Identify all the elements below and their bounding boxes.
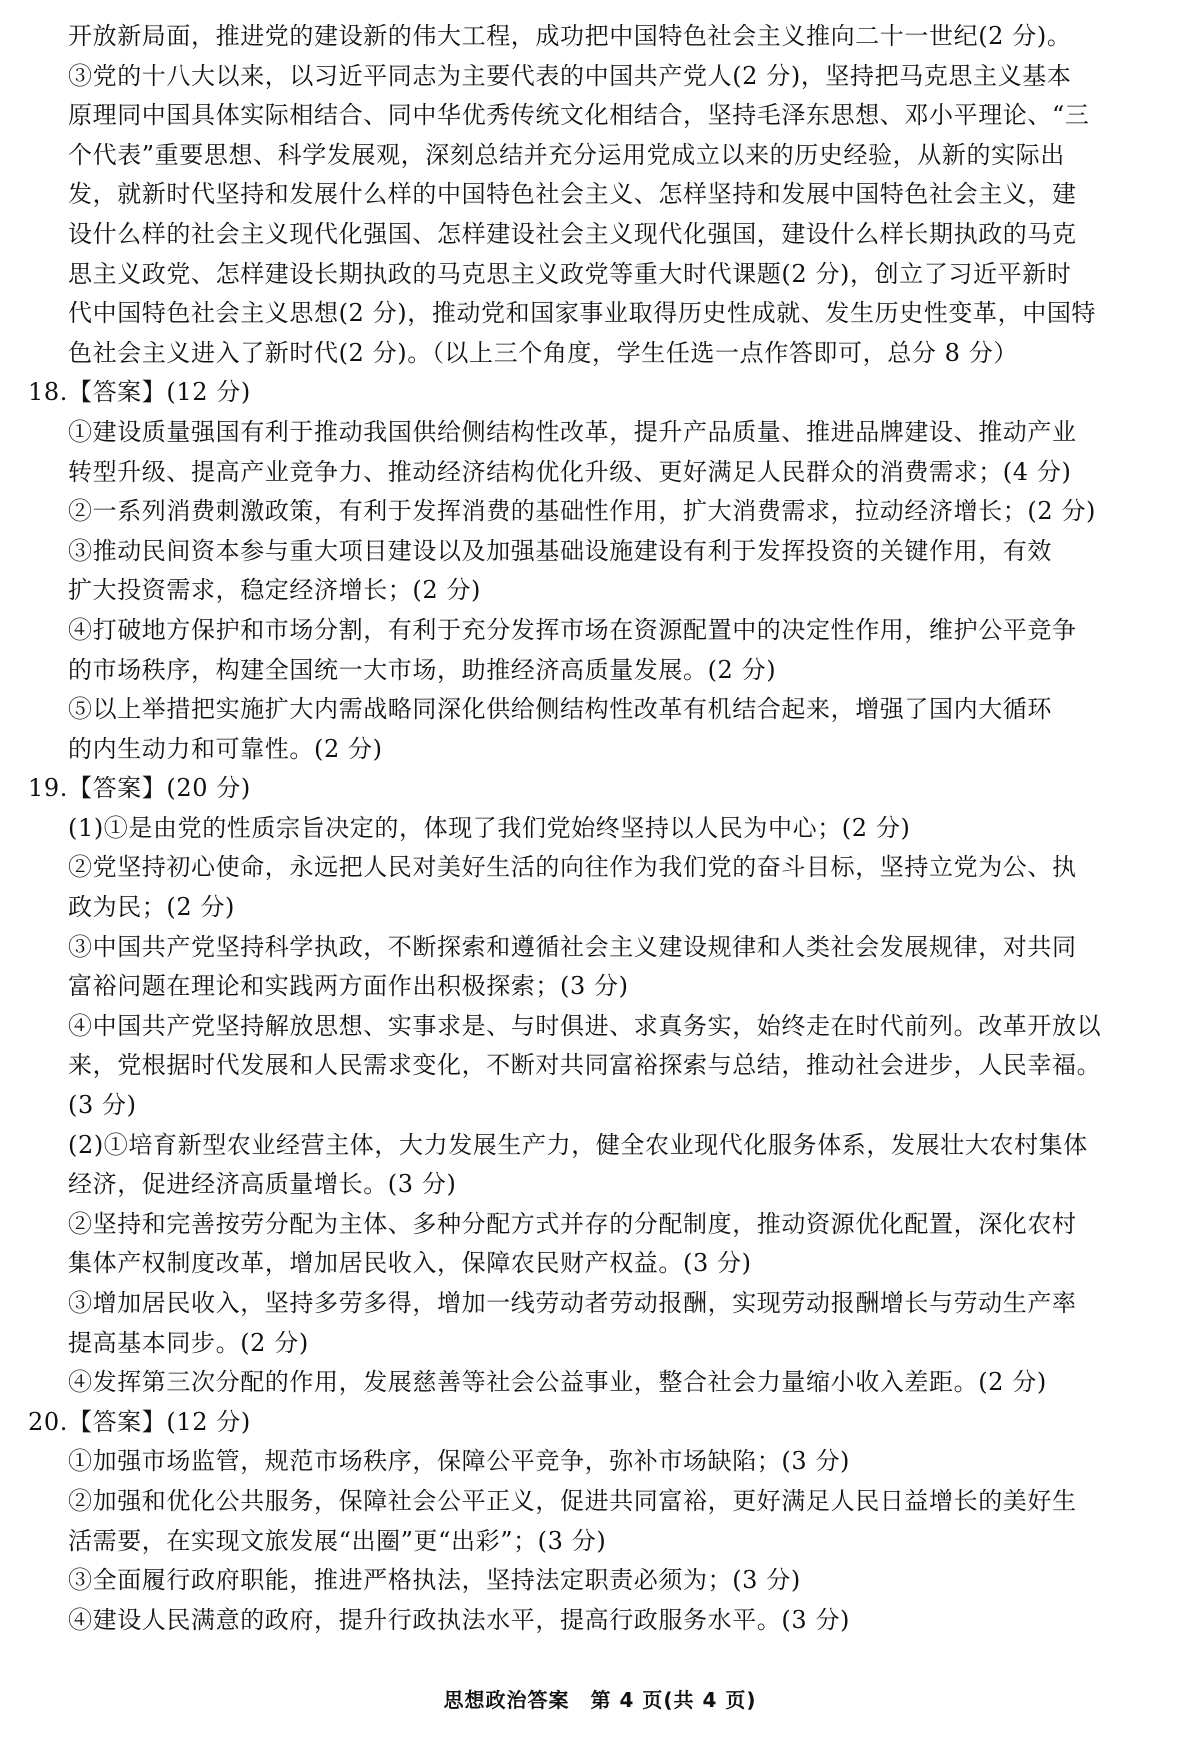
- answer-line: ④打破地方保护和市场分割，有利于充分发挥市场在资源配置中的决定性作用，维护公平竞争: [68, 615, 1077, 644]
- answer-line: ④建设人民满意的政府，提升行政执法水平，提高行政服务水平。(3 分): [68, 1605, 851, 1634]
- question-heading: 18.【答案】(12 分): [28, 378, 251, 407]
- answer-text-block: [28, 17, 1178, 1640]
- answer-line: 色社会主义进入了新时代(2 分)。（以上三个角度，学生任选一点作答即可，总分 8 分）: [68, 338, 1018, 367]
- answer-line: ②党坚持初心使命，永远把人民对美好生活的向往作为我们党的奋斗目标，坚持立党为公、执: [68, 853, 1077, 882]
- answer-line: 思主义政党、怎样建设长期执政的马克思主义政党等重大时代课题(2 分)，创立了习近平新时: [68, 259, 1072, 288]
- answer-line: (3 分): [68, 1091, 137, 1120]
- answer-line: 代中国特色社会主义思想(2 分)，推动党和国家事业取得历史性成就、发生历史性变革，中国特: [68, 299, 1097, 328]
- answer-line: ①加强市场监管，规范市场秩序，保障公平竞争，弥补市场缺陷；(3 分): [68, 1447, 851, 1476]
- answer-line: 扩大投资需求，稳定经济增长；(2 分): [68, 576, 482, 605]
- page-footer: 思想政治答案 第 4 页(共 4 页): [443, 1688, 757, 1712]
- answer-line: ①建设质量强国有利于推动我国供给侧结构性改革，提升产品质量、推进品牌建设、推动产业: [68, 417, 1077, 446]
- answer-line: 富裕问题在理论和实践两方面作出积极探索；(3 分): [68, 972, 629, 1001]
- answer-line: ④中国共产党坚持解放思想、实事求是、与时俱进、求真务实，始终走在时代前列。改革开放以: [68, 1011, 1102, 1040]
- answer-line: ②坚持和完善按劳分配为主体、多种分配方式并存的分配制度，推动资源优化配置，深化农村: [68, 1209, 1077, 1238]
- answer-line: (1)①是由党的性质宗旨决定的，体现了我们党始终坚持以人民为中心；(2 分): [68, 813, 911, 842]
- answer-line: (2)①培育新型农业经营主体，大力发展生产力，健全农业现代化服务体系，发展壮大农村集体: [68, 1130, 1088, 1159]
- answer-line: 来，党根据时代发展和人民需求变化，不断对共同富裕探索与总结，推动社会进步，人民幸福。: [68, 1051, 1102, 1080]
- answer-line: 活需要，在实现文旅发展“出圈”更“出彩”；(3 分): [68, 1526, 607, 1555]
- answer-line: ⑤以上举措把实施扩大内需战略同深化供给侧结构性改革有机结合起来，增强了国内大循环: [68, 695, 1052, 724]
- answer-line: 发，就新时代坚持和发展什么样的中国特色社会主义、怎样坚持和发展中国特色社会主义，建: [68, 180, 1077, 209]
- answer-line: ③中国共产党坚持科学执政，不断探索和遵循社会主义建设规律和人类社会发展规律，对共同: [68, 932, 1077, 961]
- answer-line: 提高基本同步。(2 分): [68, 1328, 309, 1357]
- answer-line: 原理同中国具体实际相结合、同中华优秀传统文化相结合，坚持毛泽东思想、邓小平理论、“三: [68, 101, 1090, 130]
- answer-line: ②加强和优化公共服务，保障社会公平正义，促进共同富裕，更好满足人民日益增长的美好生: [68, 1486, 1077, 1515]
- answer-line: 经济，促进经济高质量增长。(3 分): [68, 1170, 457, 1199]
- answer-line: ③全面履行政府职能，推进严格执法，坚持法定职责必须为；(3 分): [68, 1566, 801, 1595]
- answer-line: 设什么样的社会主义现代化强国、怎样建设社会主义现代化强国，建设什么样长期执政的马克: [68, 219, 1077, 248]
- answer-line: ③党的十八大以来，以习近平同志为主要代表的中国共产党人(2 分)，坚持把马克思主义基本: [68, 61, 1072, 90]
- answer-line: 的内生动力和可靠性。(2 分): [68, 734, 383, 763]
- answer-line: 的市场秩序，构建全国统一大市场，助推经济高质量发展。(2 分): [68, 655, 777, 684]
- answer-line: 集体产权制度改革，增加居民收入，保障农民财产权益。(3 分): [68, 1249, 752, 1278]
- answer-line: 转型升级、提高产业竞争力、推动经济结构优化升级、更好满足人民群众的消费需求；(4 分): [68, 457, 1072, 486]
- answer-line: 个代表”重要思想、科学发展观，深刻总结并充分运用党成立以来的历史经验，从新的实际出: [68, 140, 1065, 169]
- answer-line: 政为民；(2 分): [68, 893, 236, 922]
- question-heading: 20.【答案】(12 分): [28, 1407, 251, 1436]
- answer-line: ③推动民间资本参与重大项目建设以及加强基础设施建设有利于发挥投资的关键作用，有效: [68, 536, 1052, 565]
- question-heading: 19.【答案】(20 分): [28, 774, 251, 803]
- answer-line: ④发挥第三次分配的作用，发展慈善等社会公益事业，整合社会力量缩小收入差距。(2 分): [68, 1368, 1047, 1397]
- answer-line: ②一系列消费刺激政策，有利于发挥消费的基础性作用，扩大消费需求，拉动经济增长；(2 分): [68, 497, 1097, 526]
- answer-line: 开放新局面，推进党的建设新的伟大工程，成功把中国特色社会主义推向二十一世纪(2 分)。: [68, 22, 1072, 50]
- answer-line: ③增加居民收入，坚持多劳多得，增加一线劳动者劳动报酬，实现劳动报酬增长与劳动生产率: [68, 1289, 1077, 1317]
